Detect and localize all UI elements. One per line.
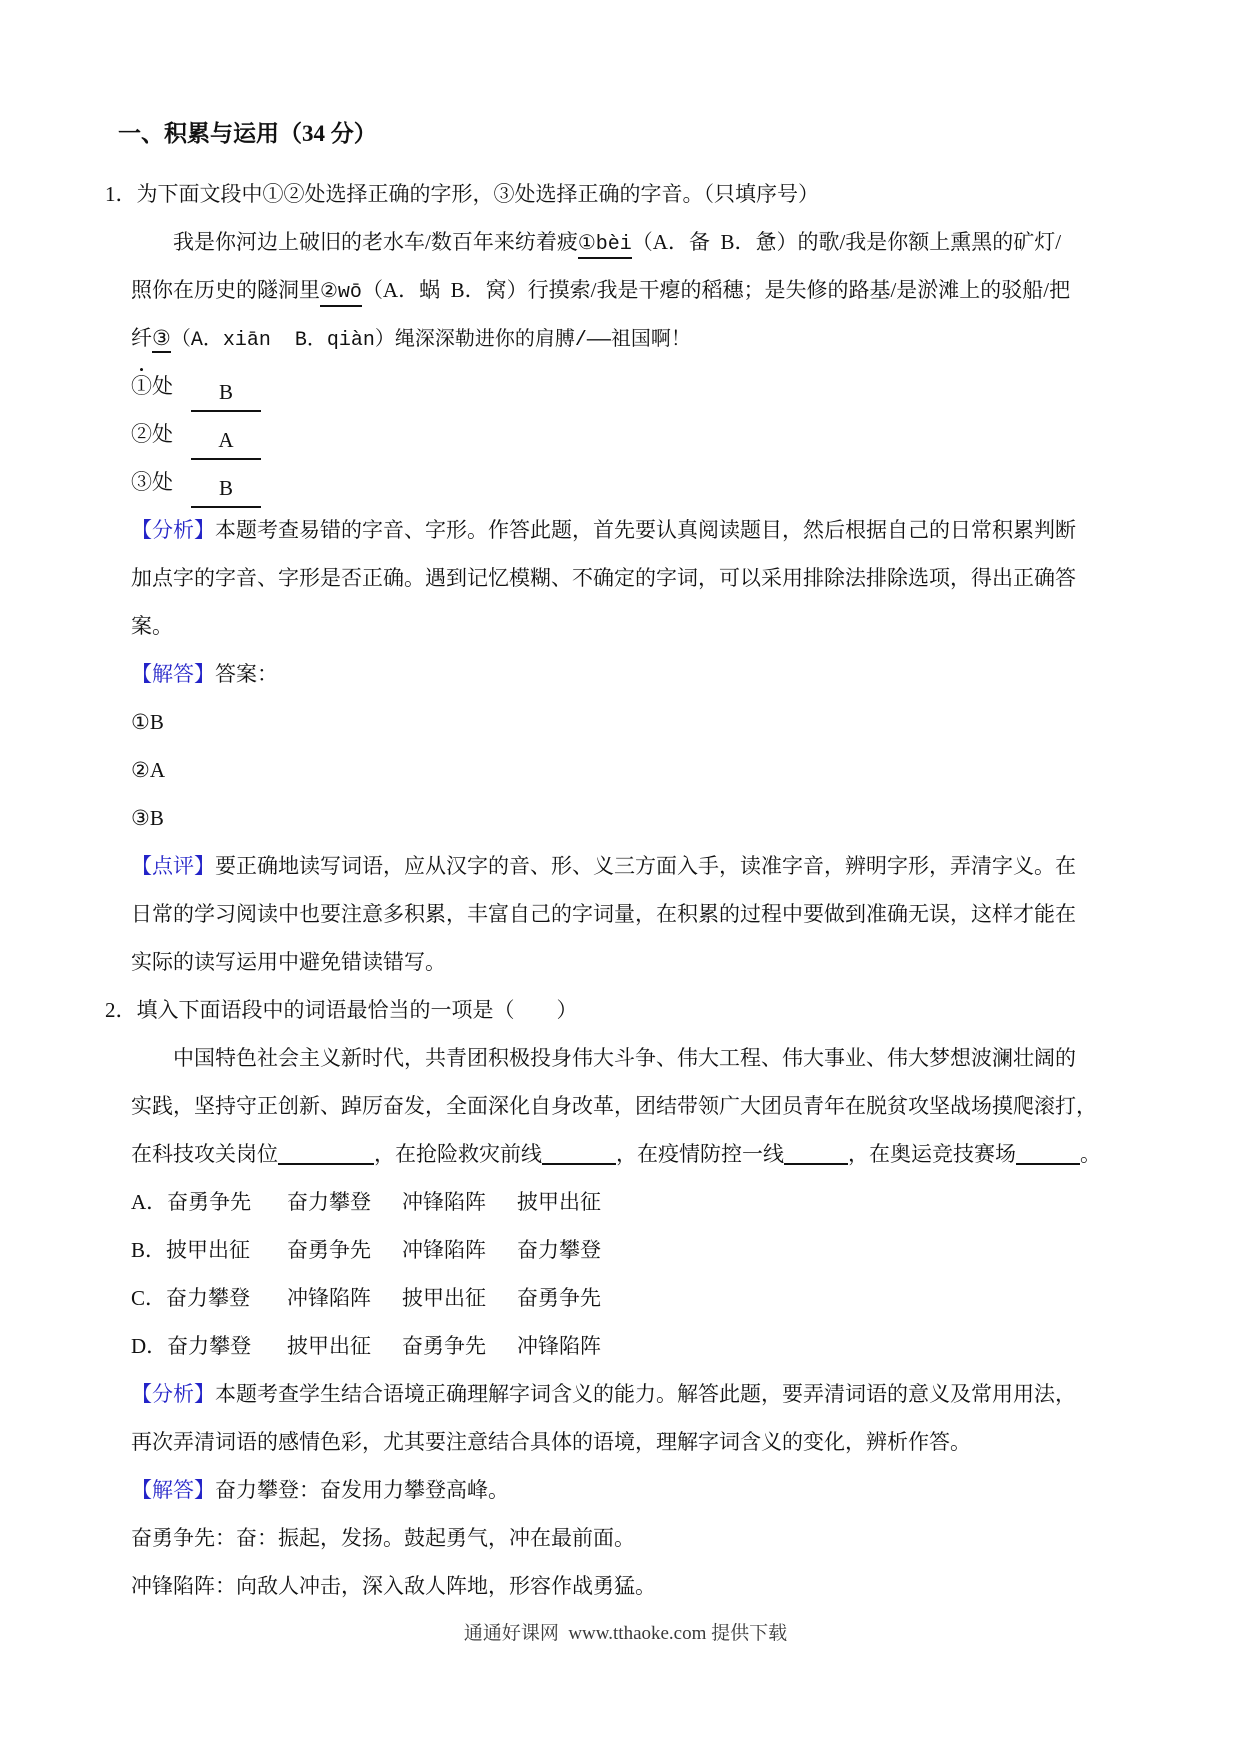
q1-comment-line-2: 日常的学习阅读中也要注意多积累，丰富自己的字词量，在积累的过程中要做到准确无误，这样才能在 (131, 902, 1076, 926)
option-word: 披甲出征 (166, 1238, 251, 1262)
blank-label: ③处 (131, 470, 173, 494)
q1-analysis-line-3: 案。 (131, 614, 173, 638)
q2-option-a (131, 1178, 1120, 1226)
passage-text: ，在疫情防控一线 (616, 1142, 784, 1166)
option-word: 披甲出征 (402, 1286, 486, 1310)
q2-answer-line-1 (131, 1466, 1120, 1514)
option-word: 奋勇争先 (167, 1190, 252, 1214)
option-word: 冲锋陷阵 (287, 1286, 371, 1310)
option-word: 冲锋陷阵 (402, 1238, 486, 1262)
option-letter: C． (131, 1286, 167, 1310)
q2-answer-line-3: 冲锋陷阵：向敌人冲击，深入敌人阵地，形容作战勇猛。 (131, 1574, 656, 1598)
q1-comment-line-1 (131, 842, 1120, 890)
q1-poem-line-1 (131, 218, 1120, 266)
underlined-choice-3: ③ (152, 326, 171, 353)
underlined-choice-1: ①bèi (578, 233, 632, 259)
q1-analysis-line-1 (131, 506, 1120, 554)
option-word: 奋力攀登 (167, 1334, 252, 1358)
answer-tag: 【解答】 (131, 662, 215, 686)
option-word: 奋力攀登 (287, 1190, 371, 1214)
option-label-and-word (131, 1178, 287, 1226)
option-letter: A． (131, 1190, 168, 1214)
q2-option-b (131, 1226, 1120, 1274)
blank-label: ②处 (131, 422, 173, 446)
option-word: 冲锋陷阵 (402, 1190, 486, 1214)
comment-tag: 【点评】 (131, 854, 215, 878)
passage-text: 在科技攻关岗位 (131, 1142, 278, 1166)
option-word: 披甲出征 (287, 1334, 371, 1358)
answer-text: 奋力攀登：奋发用力攀登高峰。 (215, 1478, 509, 1502)
answer-blank: A (191, 422, 261, 460)
analysis-tag: 【分析】 (131, 1382, 215, 1406)
q1-answer-blank-row-1 (131, 362, 1120, 410)
poem-text: （A．备 B．惫）的歌/我是你额上熏黑的矿灯/ (631, 230, 1062, 254)
analysis-text: 本题考查易错的字音、字形。作答此题，首先要认真阅读题目，然后根据自己的日常积累判断 (215, 518, 1076, 542)
underlined-choice-2: ②wō (320, 281, 362, 307)
option-letter: D． (131, 1334, 168, 1358)
option-word: 奋勇争先 (402, 1334, 486, 1358)
blank-label: ①处 (131, 374, 173, 398)
q1-comment-line-3: 实际的读写运用中避免错读错写。 (131, 950, 446, 974)
answer-intro: 答案： (215, 662, 278, 686)
option-word: 奋力攀登 (166, 1286, 251, 1310)
analysis-text: 本题考查学生结合语境正确理解字词含义的能力。解答此题，要弄清词语的意义及常用用法， (215, 1382, 1076, 1406)
option-word: 奋勇争先 (287, 1238, 371, 1262)
option-word: 披甲出征 (517, 1190, 601, 1214)
q1-poem-line-2 (131, 266, 1120, 314)
analysis-tag: 【分析】 (131, 518, 215, 542)
q2-analysis-line-2: 再次弄清词语的感情色彩，尤其要注意结合具体的语境，理解字词含义的变化，辨析作答。 (131, 1430, 971, 1454)
q2-passage-line-2: 实践，坚持守正创新、踔厉奋发，全面深化自身改革，团结带领广大团员青年在脱贫攻坚战场摸爬滚打， (131, 1094, 1097, 1118)
fill-blank-2 (542, 1141, 616, 1165)
q1-stem: 1．为下面文段中①②处选择正确的字形，③处选择正确的字音。（只填序号） (105, 182, 819, 206)
q2-option-c (131, 1274, 1120, 1322)
option-label-and-word (131, 1274, 287, 1322)
option-word: 奋勇争先 (517, 1286, 601, 1310)
answer-blank: B (191, 470, 261, 508)
answer-tag: 【解答】 (131, 1478, 215, 1502)
poem-text: 我是你河边上破旧的老水车/数百年来纺着疲 (173, 230, 578, 254)
q1-answer-blank-row-2 (131, 410, 1120, 458)
q2-answer-line-2: 奋勇争先：奋：振起，发扬。鼓起勇气，冲在最前面。 (131, 1526, 635, 1550)
option-word: 奋力攀登 (517, 1238, 601, 1262)
section-title: 一、积累与运用（34 分） (118, 121, 377, 146)
passage-text: 。 (1080, 1142, 1101, 1166)
option-word: 冲锋陷阵 (517, 1334, 601, 1358)
q1-answer-blank-row-3 (131, 458, 1120, 506)
poem-text: （A．蜗 B．窝）行摸索/我是干瘪的稻穗；是失修的路基/是淤滩上的驳船/把 (361, 278, 1071, 302)
passage-text: ，在抢险救灾前线 (374, 1142, 542, 1166)
option-label-and-word (131, 1226, 287, 1274)
download-source-footer: 通通好课网 www.tthaoke.com 提供下载 (463, 1623, 788, 1644)
poem-text: 照你在历史的隧洞里 (131, 278, 320, 302)
q2-passage-line-1: 中国特色社会主义新时代，共青团积极投身伟大斗争、伟大工程、伟大事业、伟大梦想波澜壮阔的 (173, 1046, 1076, 1070)
answer-blank: B (191, 374, 261, 412)
fill-blank-3 (784, 1141, 848, 1165)
q1-answer-item-2: ②A (131, 758, 165, 782)
passage-text: ，在奥运竞技赛场 (848, 1142, 1016, 1166)
q2-passage-line-3 (131, 1130, 1120, 1178)
q2-analysis-line-1 (131, 1370, 1120, 1418)
poem-text: （A．xiān B．qiàn）绳深深勒进你的肩膊/——祖国啊！ (170, 329, 691, 352)
fill-blank-1 (278, 1141, 374, 1165)
option-letter: B． (131, 1238, 167, 1262)
dotted-character: 纤 (131, 326, 152, 350)
comment-text: 要正确地读写词语，应从汉字的音、形、义三方面入手，读准字音，辨明字形，弄清字义。在 (215, 854, 1076, 878)
fill-blank-4 (1016, 1141, 1080, 1165)
q2-stem: 2．填入下面语段中的词语最恰当的一项是（ ） (105, 998, 578, 1022)
option-label-and-word (131, 1322, 287, 1370)
q2-option-d (131, 1322, 1120, 1370)
q1-analysis-line-2: 加点字的字音、字形是否正确。遇到记忆模糊、不确定的字词，可以采用排除法排除选项，得出正确答 (131, 566, 1076, 590)
q1-poem-line-3 (131, 314, 1120, 362)
q1-answer-line (131, 650, 1120, 698)
q1-answer-item-3: ③B (131, 806, 164, 830)
q1-answer-item-1: ①B (131, 710, 164, 734)
